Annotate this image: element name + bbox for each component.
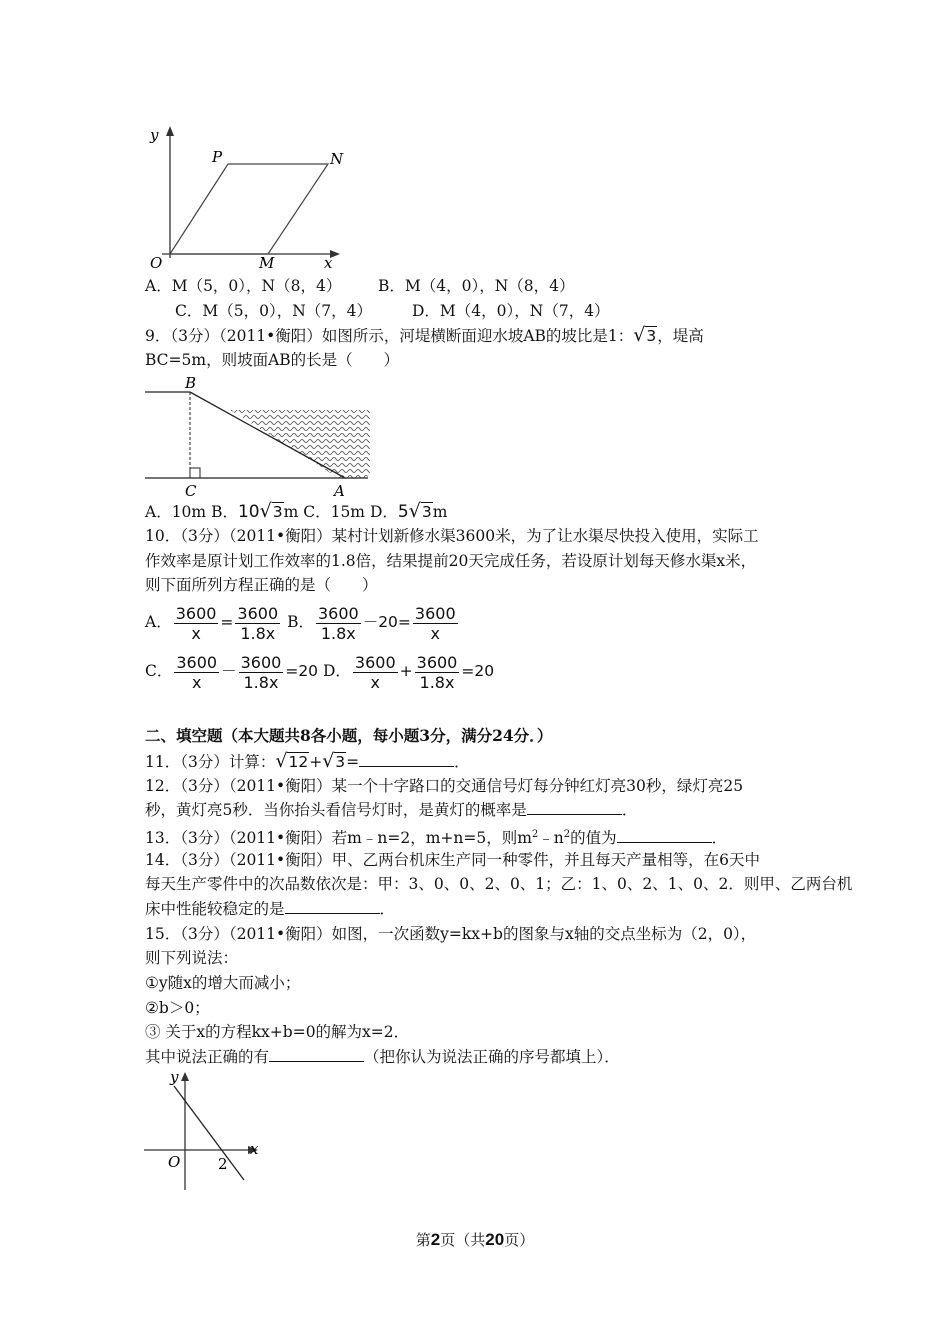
total-pages: 20 (485, 1230, 505, 1249)
q12-line2: 秒，黄灯亮5秒．当你抬头看信号灯时，是黄灯的概率是 ． (145, 801, 638, 819)
label-y: y (170, 1068, 179, 1086)
q8-option-c: C．M（5，0），N（7，4） (175, 302, 372, 320)
label-m: M (259, 254, 275, 272)
q15-line1: 15．（3分）（2011•衡阳）如图，一次函数y=kx+b的图象与x轴的交点坐标为（2，0）， (145, 925, 757, 943)
q15-statement-2: ②b＞0； (145, 999, 210, 1017)
q10-options-ab: A． $\frac{3600}{x}$ = $\frac{3600}{1.8x}$ B． $\frac{3600}{1.8x}$ －20= $\frac{3600}{x}$ (145, 603, 456, 643)
q15-line2: 则下列说法： (145, 949, 239, 967)
q9-option-a: A．10m (145, 503, 207, 521)
answer-blank[interactable] (269, 1047, 364, 1062)
q9-text-tail: ，堤高 (657, 327, 704, 345)
q10-option-d-label: D． (322, 662, 351, 680)
q8-options-row2 (175, 301, 610, 321)
q14-line3: 床中性能较稳定的是 ． (145, 900, 396, 918)
answer-blank[interactable] (617, 828, 712, 843)
figure-q9-embankment (140, 372, 380, 500)
right-angle-mark (190, 468, 200, 478)
q8-option-a: A．M（5，0），N（8，4） (145, 277, 342, 295)
q12-line1: 12．（3分）（2011•衡阳）某一个十字路口的交通信号灯每分钟红灯亮30秒，绿灯亮25 (145, 777, 744, 795)
q8-option-d: D．M（4，0），N（7，4） (412, 302, 610, 320)
q10-line2: 作效率是原计划工作效率的1.8倍，结果提前20天完成任务，若设原计划每天修水渠x米， (145, 552, 757, 570)
q10-option-a-label: A． (145, 613, 172, 631)
q15-statement-1: ①y随x的增大而减小； (145, 974, 301, 992)
q10-line3: 则下面所列方程正确的是（ ） (145, 576, 378, 594)
q8-option-b: B．M（4，0），N（8，4） (378, 277, 575, 295)
sqrt-12: √12 (275, 750, 309, 772)
label-a: A (334, 482, 345, 500)
q13: 13．（3分）（2011•衡阳）若m﹣n=2，m+n=5，则$m^2﹣n^2$的值为 ． (145, 829, 728, 848)
label-x: x (250, 1140, 259, 1158)
parallelogram-opmn (170, 164, 328, 254)
current-page: 2 (430, 1230, 441, 1249)
label-y: y (150, 126, 159, 144)
label-c: C (185, 482, 197, 500)
q14-line2: 每天生产零件中的次品数依次是：甲：3、0、0、2、0、1；乙：1、0、2、1、0、2．则甲、乙两台机 (145, 875, 853, 893)
label-o: O (168, 1153, 181, 1171)
q10-option-b-label: B． (287, 613, 314, 631)
q9-options (145, 501, 447, 522)
answer-blank[interactable] (285, 899, 380, 914)
q11: 11．（3分）计算：√12+√3= ． (145, 750, 470, 772)
q10-option-c-label: C． (145, 662, 173, 680)
label-2: 2 (218, 1155, 228, 1173)
figure-q8-parallelogram (140, 118, 355, 273)
sqrt-3: √3 (633, 324, 657, 346)
q15-statement-3: ③ 关于x的方程kx+b=0的解为x=2． (145, 1023, 410, 1041)
answer-blank[interactable] (359, 752, 454, 767)
label-n: N (330, 150, 344, 168)
y-axis-arrow (181, 1072, 189, 1081)
section-2-heading: 二、填空题（本大题共8各小题，每小题3分，满分24分．） (145, 726, 553, 745)
figure-q15-linear-function (140, 1068, 270, 1196)
answer-blank[interactable] (527, 800, 622, 815)
q15-line6: 其中说法正确的有 （把你认为说法正确的序号都填上）． (145, 1048, 620, 1066)
q10-options-cd: C． $\frac{3600}{x}$ － $\frac{3600}{1.8x}$ =20 D． $\frac{3600}{x}$ + $\frac{3600}{1.8x}$ =20 (145, 652, 495, 692)
label-o: O (150, 254, 163, 272)
q8-options-row1 (145, 276, 575, 296)
y-axis-arrow (166, 126, 174, 136)
page-footer: 第2页（共20页） (415, 1230, 535, 1249)
q14-line1: 14．（3分）（2011•衡阳）甲、乙两台机床生产同一种零件，并且每天产量相等，在6天中 (145, 851, 761, 869)
sqrt-3: √3 (322, 750, 346, 772)
q9-option-d: D．5√3m (369, 500, 448, 522)
label-b: B (185, 374, 197, 392)
label-p: P (212, 148, 223, 166)
q9-line1 (145, 325, 704, 346)
q10-line1: 10．（3分）（2011•衡阳）某村计划新修水渠3600米，为了让水渠尽快投入使用，实际工 (145, 527, 759, 545)
q9-option-c: C．15m (303, 503, 365, 521)
q9-option-b: B．10√3m (211, 500, 299, 522)
q9-text: 9．（3分）（2011•衡阳）如图所示，河堤横断面迎水坡AB的坡比是1： (145, 327, 634, 345)
water-pattern (228, 408, 372, 484)
label-x: x (324, 254, 333, 272)
q9-line2: BC=5m，则坡面AB的长是（ ） (145, 351, 400, 369)
